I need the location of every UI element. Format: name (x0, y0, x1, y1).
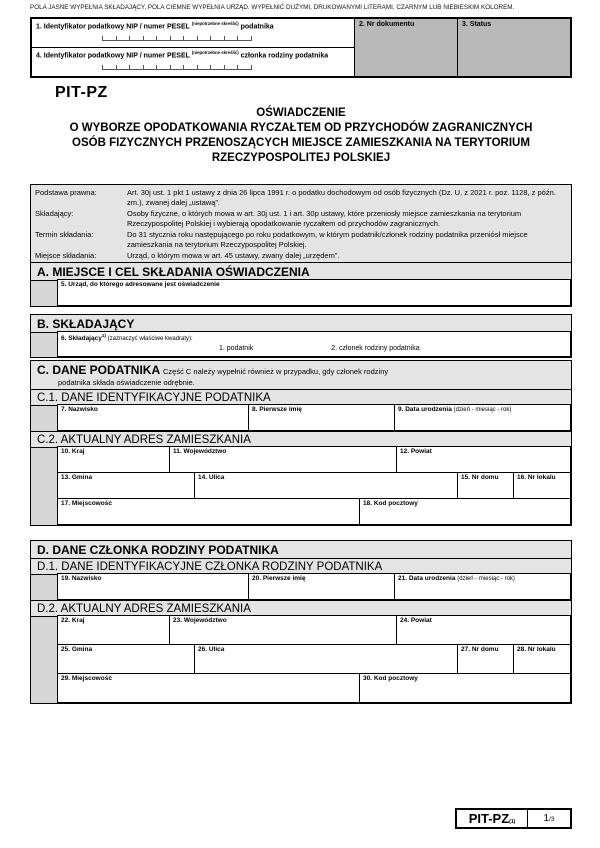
legal-row-termin: Termin składania: Do 31 stycznia roku następującego po roku podatkowym, w którym podatnik/członek rodziny podatnika przeniósł miejsce zamieszkania na terytorium Rzeczypospolitej Polskiej. (35, 230, 528, 249)
title-line-3: OSÓB FIZYCZNYCH PRZENOSZĄCYCH MIEJSCE ZAMIESZKANIA NA TERYTORIUM (72, 137, 530, 149)
field-10-kraj[interactable]: 10. Kraj (57, 446, 170, 473)
legal-row-skladajacy: Składający: Osoby fizyczne, o których mowa w art. 30j ust. 1 i art. 30p ustawy, które przeniosły miejsce zamieszkania na terytorium Rzeczypospolitej Polskiej i wybierają opodatkowanie ryczałtem od przychodów zagranicznych. (35, 209, 522, 228)
field-4-label: 4. Identyfikator podatkowy NIP / numer PESEL $^{(niepotrzebne skreślić)}$ członka rodziny podatnika (36, 50, 329, 60)
field-12-powiat[interactable]: 12. Powiat (396, 446, 571, 473)
field-24-powiat[interactable]: 24. Powiat (396, 615, 571, 645)
left-strip (31, 616, 57, 703)
section-a (30, 262, 572, 307)
field-14-ulica[interactable]: 14. Ulica (194, 472, 458, 499)
form-title (30, 106, 572, 166)
option-czlonek-rodziny[interactable]: 2. członek rodziny podatnika (331, 345, 420, 353)
id-left-column (32, 19, 354, 76)
field-1-comb-input[interactable] (102, 36, 252, 41)
field-15-nr-domu[interactable]: 15. Nr domu (457, 472, 514, 499)
field-7-nazwisko[interactable]: 7. Nazwisko (57, 404, 249, 431)
title-line-4: RZECZYPOSPOLITEJ POLSKIEJ (211, 152, 391, 164)
field-1-label: 1. Identyfikator podatkowy NIP / numer PESEL $^{(niepotrzebne skreślić)}$ podatnika (36, 21, 274, 31)
field-13-gmina[interactable]: 13. Gmina (57, 472, 195, 499)
field-1-nip-podatnika[interactable] (32, 19, 354, 48)
field-25-gmina[interactable]: 25. Gmina (57, 644, 195, 674)
field-11-wojewodztwo[interactable]: 11. Województwo (169, 446, 397, 473)
left-strip (31, 332, 57, 357)
field-27-nr-domu[interactable]: 27. Nr domu (457, 644, 514, 674)
legal-info-box (30, 184, 572, 265)
section-a-title: A. MIEJSCE I CEL SKŁADANIA OŚWIADCZENIA (37, 265, 310, 279)
field-20-imie[interactable]: 20. Pierwsze imię (248, 573, 395, 600)
field-6-skladajacy: 6. Składający$^{1)}$ (zaznaczyć właściwe kwadraty): 1. podatnik 2. członek rodziny podatnika (57, 331, 571, 357)
field-28-nr-lokalu[interactable]: 28. Nr lokalu (513, 644, 571, 674)
section-b-title: B. SKŁADAJĄCY (37, 317, 135, 331)
section-c1-title: C.1. DANE IDENTYFIKACYJNE PODATNIKA (31, 389, 571, 405)
form-code-logo: PIT-PZ (55, 84, 108, 101)
section-c (30, 360, 572, 526)
section-c2-title: C.2. AKTUALNY ADRES ZAMIESZKANIA (31, 431, 571, 447)
field-22-kraj[interactable]: 22. Kraj (57, 615, 170, 645)
field-19-nazwisko[interactable]: 19. Nazwisko (57, 573, 249, 600)
section-b (30, 314, 572, 358)
field-8-imie[interactable]: 8. Pierwsze imię (248, 404, 395, 431)
field-29-miejscowosc[interactable]: 29. Miejscowość (57, 673, 360, 703)
field-4-nip-czlonka[interactable] (32, 48, 354, 76)
legal-row-podstawa: Podstawa prawna: Art. 30j ust. 1 pkt 1 ustawy z dnia 26 lipca 1991 r. o podatku dochodowym od osób fizycznych (Dz. U. z 2021 r. poz. 1128, z późn. zm.), zwanej dalej „ustawą”. (35, 188, 556, 207)
title-line-2: O WYBORZE OPODATKOWANIA RYCZAŁTEM OD PRZYCHODÓW ZAGRANICZNYCH (69, 122, 533, 134)
title-line-1: OŚWIADCZENIE (256, 107, 346, 119)
top-instruction: POLA JASNE WYPEŁNIA SKŁADAJĄCY, POLA CIEMNE WYPEŁNIA URZĄD. WYPEŁNIĆ DUŻYMI, DRUKOWANYMI LITERAMI, CZARNYM LUB NIEBIESKIM KOLOREM. (30, 4, 515, 11)
header-id-box (30, 17, 572, 78)
option-podatnik[interactable]: 1. podatnik (219, 345, 254, 353)
field-3-status: 3. Status (457, 19, 570, 76)
field-23-wojewodztwo[interactable]: 23. Województwo (169, 615, 397, 645)
field-2-nr-dokumentu: 2. Nr dokumentu (354, 19, 457, 76)
field-4-comb-input[interactable] (102, 65, 252, 70)
left-strip (31, 574, 57, 600)
section-d-title: D. DANE CZŁONKA RODZINY PODATNIKA (37, 543, 279, 557)
footer-page-number: 1/3 (543, 813, 555, 824)
left-strip (31, 280, 57, 306)
section-d2-title: D.2. AKTUALNY ADRES ZAMIESZKANIA (31, 600, 571, 616)
left-strip (31, 405, 57, 431)
legal-row-miejsce: Miejsce składania: Urząd, o którym mowa w art. 45 ustawy, zwany dalej „urzędem”. (35, 251, 340, 260)
field-30-kod-pocztowy[interactable]: 30. Kod pocztowy (359, 673, 571, 703)
section-c-note: podatnika składa oświadczenie odrębnie. (58, 378, 195, 387)
field-18-kod-pocztowy[interactable]: 18. Kod pocztowy (359, 498, 571, 525)
field-16-nr-lokalu[interactable]: 16. Nr lokalu (513, 472, 571, 499)
field-9-data-urodzenia[interactable]: 9. Data urodzenia (dzień - miesiąc - rok) (394, 404, 571, 431)
section-c-title: C. DANE PODATNIKA Część C należy wypełnić również w przypadku, gdy członek rodziny (37, 363, 389, 377)
section-d1-title: D.1. DANE IDENTYFIKACYJNE CZŁONKA RODZINY PODATNIKA (31, 558, 571, 574)
field-26-ulica[interactable]: 26. Ulica (194, 644, 458, 674)
footer-form-code: PIT-PZ(1) (457, 810, 528, 827)
field-21-data-urodzenia[interactable]: 21. Data urodzenia (dzień - miesiąc - rok) (394, 573, 571, 600)
left-strip (31, 447, 57, 525)
footer-form-id (455, 808, 572, 829)
section-d (30, 540, 572, 704)
field-17-miejscowosc[interactable]: 17. Miejscowość (57, 498, 360, 525)
field-5-urzad[interactable]: 5. Urząd, do którego adresowane jest oświadczenie (57, 279, 571, 306)
